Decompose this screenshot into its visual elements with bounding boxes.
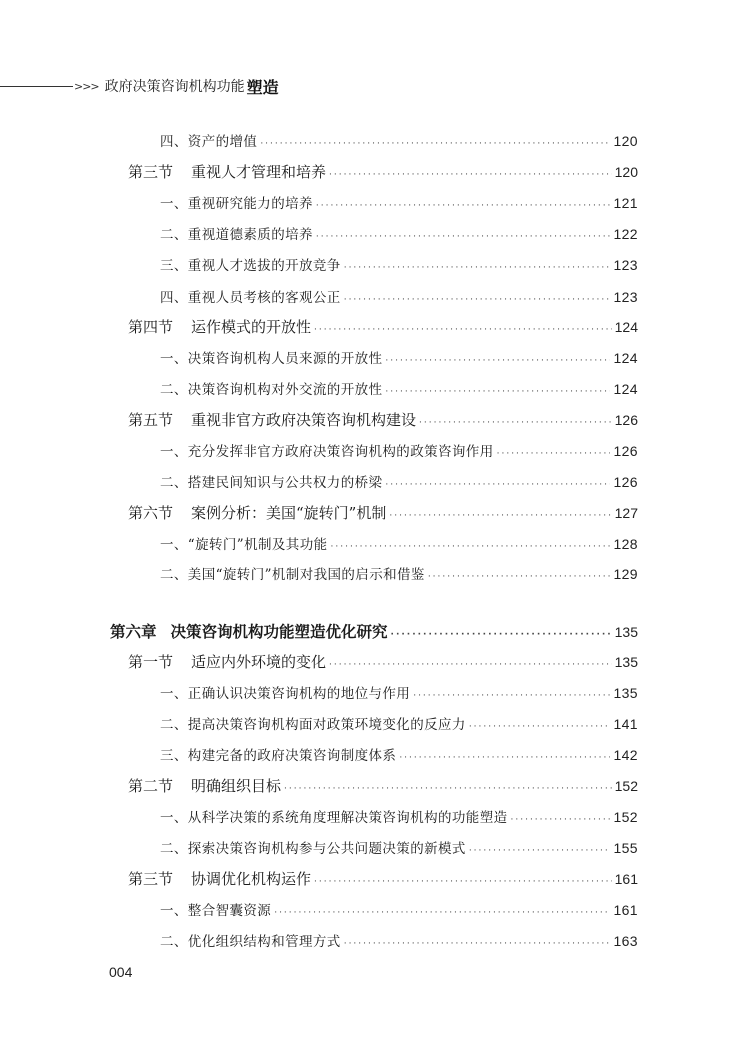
toc-entry-label [128,651,326,672]
dot-leader [413,689,610,703]
toc-entry-title: 三、构建完备的政府决策咨询制度体系 [160,748,397,764]
dot-leader [316,230,611,244]
toc-entry-label [160,837,466,857]
toc-entry-title: 二、搭建民间知识与公共权力的桥梁 [160,475,383,491]
toc-entry[interactable] [128,775,638,797]
dot-leader [389,509,611,523]
toc-entry[interactable] [160,286,638,308]
dot-leader [391,628,612,642]
toc-entry-title: 二、探索决策咨询机构参与公共问题决策的新模式 [160,841,466,857]
header-rule [0,86,73,87]
toc-entry[interactable] [160,713,638,735]
page-number: 004 [109,964,133,980]
toc-entry-label [160,713,466,733]
toc-entry-label [160,130,257,150]
toc-entry-page: 135 [614,654,638,670]
toc-entry[interactable] [160,930,638,952]
dot-leader [511,813,611,827]
toc-entry-page: 123 [613,289,638,305]
toc-entry-page: 127 [614,505,638,521]
toc-entry[interactable] [160,837,638,859]
toc-entry-page: 124 [613,350,638,366]
toc-entry-number: 第二节 [128,777,174,795]
dot-leader [329,658,612,672]
toc-entry-title: 重视人才管理和培养 [191,163,327,181]
dot-leader [428,570,611,584]
toc-entry[interactable] [160,378,638,400]
dot-leader [385,478,610,492]
toc-entry-title: 四、重视人员考核的客观公正 [160,290,341,306]
toc-entry-label [160,563,425,583]
toc-entry-title: 一、“旋转门”机制及其功能 [160,537,328,553]
toc-entry-page: 141 [613,716,638,732]
toc-entry-title: 重视非官方政府决策咨询机构建设 [191,411,417,429]
dot-leader [385,385,610,399]
dot-leader [274,906,610,920]
toc-entry-title: 二、决策咨询机构对外交流的开放性 [160,382,383,398]
toc-entry-label [160,378,382,398]
toc-entry[interactable] [160,254,638,276]
dot-leader [314,323,612,337]
toc-entry[interactable] [160,744,638,766]
toc-entry-page: 124 [613,381,638,397]
dot-leader [314,875,612,889]
dot-leader [331,540,611,554]
toc-entry-label [160,744,396,764]
toc-entry-label [160,806,508,826]
toc-entry[interactable] [160,682,638,704]
toc-entry-page: 126 [613,474,638,490]
dot-leader [497,447,611,461]
toc-entry-label [160,440,494,460]
toc-entry-title: 协调优化机构运作 [191,870,312,888]
dot-leader [419,416,612,430]
toc-entry-page: 163 [613,933,638,949]
toc-entry-label [128,161,326,182]
toc-entry-title: 一、正确认识决策咨询机构的地位与作用 [160,686,411,702]
toc-entry[interactable] [128,409,638,431]
toc-entry-page: 126 [614,412,638,428]
dot-leader [329,168,612,182]
dot-leader [469,844,611,858]
toc-entry-number: 第一节 [128,653,174,671]
toc-entry-title: 二、重视道德素质的培养 [160,227,313,243]
toc-entry[interactable] [160,471,638,493]
toc-entry-page: 126 [613,443,638,459]
toc-entry-title: 一、从科学决策的系统角度理解决策咨询机构的功能塑造 [160,810,508,826]
toc-entry[interactable] [160,440,638,462]
toc-entry-number: 第六节 [128,504,174,522]
toc-entry-title: 一、整合智囊资源 [160,903,272,919]
toc-entry-title: 运作模式的开放性 [191,318,312,336]
toc-entry-title: 适应内外环境的变化 [191,653,327,671]
toc-entry[interactable] [128,502,638,524]
dot-leader [399,751,610,765]
toc-entry-label [128,316,311,337]
toc-entry-title: 案例分析：美国“旋转门”机制 [191,504,387,522]
toc-entry-page: 121 [613,195,638,211]
toc-entry-label [160,930,341,950]
toc-entry-page: 129 [613,566,638,582]
toc-entry[interactable] [160,563,638,585]
toc-entry[interactable] [160,347,638,369]
header-title-emphasis: 塑造 [246,77,279,97]
toc-entry-title: 二、美国“旋转门”机制对我国的启示和借鉴 [160,567,425,583]
toc-entry[interactable] [160,130,638,152]
header-title: 政府决策咨询机构功能 [104,79,245,95]
toc-entry-page: 128 [613,536,638,552]
toc-entry-page: 152 [614,778,638,794]
toc-entry[interactable] [128,868,638,890]
toc-entry-label [128,868,311,889]
toc-entry-page: 124 [614,319,638,335]
toc-entry-number: 第四节 [128,318,174,336]
toc-entry-title: 二、提高决策咨询机构面对政策环境变化的反应力 [160,717,466,733]
toc-entry-label [160,347,382,367]
toc-entry-page: 152 [613,809,638,825]
toc-entry-label [160,286,341,306]
toc-entry-page: 161 [614,871,638,887]
toc-entry-page: 123 [613,257,638,273]
running-header [74,74,279,98]
toc-entry-title: 一、重视研究能力的培养 [160,196,313,212]
dot-leader [385,354,610,368]
toc-entry[interactable] [160,533,638,555]
toc-entry-label [128,502,386,523]
toc-entry-title: 一、充分发挥非官方政府决策咨询机构的政策咨询作用 [160,444,494,460]
toc-entry[interactable] [160,806,638,828]
toc-entry-title: 三、重视人才选拔的开放竞争 [160,258,341,274]
toc-entry[interactable] [128,161,638,183]
toc-entry-label [128,409,416,430]
toc-entry[interactable] [110,620,638,642]
toc-entry-number: 第五节 [128,411,174,429]
toc-entry[interactable] [160,192,638,214]
toc-entry-label [160,192,313,212]
toc-entry-page: 142 [613,747,638,763]
toc-entry-title: 一、决策咨询机构人员来源的开放性 [160,351,383,367]
toc-entry-title: 决策咨询机构功能塑造优化研究 [170,623,388,641]
toc-entry-label [160,254,341,274]
toc-entry[interactable] [128,316,638,338]
toc-entry-number: 第三节 [128,163,174,181]
toc-entry-page: 122 [613,226,638,242]
toc-entry[interactable] [160,899,638,921]
toc-entry-page: 155 [613,840,638,856]
toc-entry-page: 161 [613,902,638,918]
dot-leader [344,293,611,307]
toc-entry-number: 第六章 [110,623,157,641]
toc-entry[interactable] [160,223,638,245]
dot-leader [344,937,611,951]
dot-leader [344,261,611,275]
toc-entry-page: 120 [614,164,638,180]
toc-entry-title: 四、资产的增值 [160,134,258,150]
toc-entry-page: 120 [613,133,638,149]
toc-entry-number: 第三节 [128,870,174,888]
dot-leader [316,199,611,213]
toc-entry-label [160,533,328,553]
header-chevrons: >>> [74,79,99,93]
toc-entry-label [160,899,271,919]
toc-entry-label [160,471,382,491]
toc-entry-label [128,775,281,796]
toc-entry-title: 二、优化组织结构和管理方式 [160,934,341,950]
toc-entry-page: 135 [613,685,638,701]
toc-entry-label [110,620,388,642]
dot-leader [260,137,610,151]
toc-entry-title: 明确组织目标 [191,777,282,795]
toc-entry-label [160,223,313,243]
dot-leader [284,782,612,796]
toc-entry[interactable] [128,651,638,673]
toc-entry-page: 135 [614,624,638,640]
toc-entry-label [160,682,410,702]
dot-leader [469,720,611,734]
